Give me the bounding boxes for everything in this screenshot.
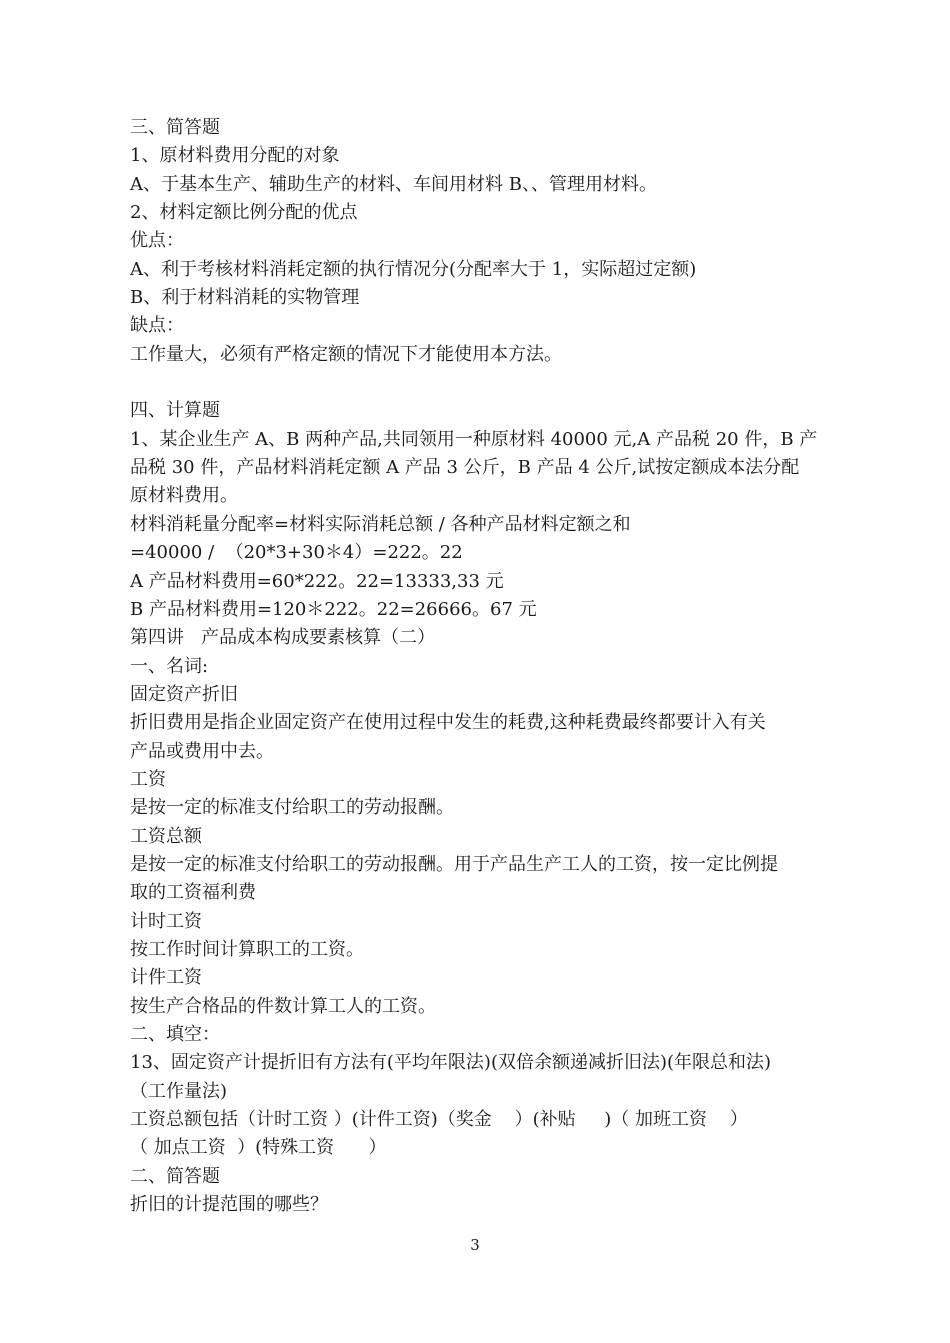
text-line: 三、简答题 bbox=[130, 117, 220, 138]
document-body bbox=[130, 114, 830, 1219]
text-line: 1、原材料费用分配的对象 bbox=[130, 145, 340, 167]
text-line: 是按一定的标准支付给职工的劳动报酬。 bbox=[130, 797, 454, 819]
text-line: 1、某企业生产 A、B 两种产品,共同领用一种原材料 40000 元,A 产品税 20 件，B 产 bbox=[130, 428, 818, 450]
text-line: 工资总额包括（计时工资 ）(计件工资)（奖金 ）(补贴 )（ 加班工资 ） bbox=[130, 1109, 748, 1131]
text-line: 折旧的计提范围的哪些？ bbox=[130, 1194, 328, 1216]
text-line: 按生产合格品的件数计算工人的工资。 bbox=[130, 995, 436, 1017]
text-line: 原材料费用。 bbox=[130, 485, 238, 507]
text-line: 是按一定的标准支付给职工的劳动报酬。用于产品生产工人的工资，按一定比例提 bbox=[130, 853, 778, 875]
text-line: 按工作时间计算职工的工资。 bbox=[130, 938, 364, 960]
text-line: =40000 / （20*3+30＊4）=222。22 bbox=[130, 542, 463, 564]
text-line: 13、固定资产计提折旧有方法有(平均年限法)(双倍余额递减折旧法)(年限总和法) bbox=[130, 1052, 772, 1074]
text-line: （ 加点工资 ）(特殊工资 ） bbox=[130, 1137, 387, 1159]
blank-line bbox=[130, 369, 830, 397]
text-line: 计时工资 bbox=[130, 910, 202, 932]
text-line: 2、材料定额比例分配的优点 bbox=[130, 202, 358, 224]
text-line: B、利于材料消耗的实物管理 bbox=[130, 287, 360, 309]
text-line: B 产品材料费用=120＊222。22=26666。67 元 bbox=[130, 598, 537, 620]
text-line: A 产品材料费用=60*222。22=13333,33 元 bbox=[130, 570, 504, 592]
text-line: 二、简答题 bbox=[130, 1165, 220, 1187]
text-line: 材料消耗量分配率=材料实际消耗总额 / 各种产品材料定额之和 bbox=[130, 513, 631, 535]
text-line: 取的工资福利费 bbox=[130, 882, 256, 904]
text-line: 四、计算题 bbox=[130, 400, 220, 422]
text-line: 工资 bbox=[130, 768, 166, 790]
text-line: A、于基本生产、辅助生产的材料、车间用材料 B、、管理用材料。 bbox=[130, 173, 657, 195]
text-line: 产品或费用中去。 bbox=[130, 740, 274, 762]
text-line: 优点： bbox=[130, 230, 184, 252]
text-line: 工作量大，必须有严格定额的情况下才能使用本方法。 bbox=[130, 343, 562, 365]
text-line: 固定资产折旧 bbox=[130, 683, 238, 705]
text-line: 二、填空： bbox=[130, 1024, 220, 1045]
text-line: 缺点： bbox=[130, 315, 184, 337]
text-line: 第四讲 产品成本构成要素核算（二） bbox=[130, 627, 436, 649]
text-line: A、利于考核材料消耗定额的执行情况分(分配率大于 1，实际超过定额) bbox=[130, 258, 697, 280]
text-line: （工作量法) bbox=[130, 1080, 228, 1102]
text-line: 计件工资 bbox=[130, 967, 202, 989]
text-line: 折旧费用是指企业固定资产在使用过程中发生的耗费,这种耗费最终都要计入有关 bbox=[130, 712, 766, 734]
text-line: 品税 30 件，产品材料消耗定额 A 产品 3 公斤，B 产品 4 公斤,试按定额成本法分配 bbox=[130, 457, 800, 479]
text-line: 工资总额 bbox=[130, 825, 202, 847]
page-number: 3 bbox=[470, 1236, 480, 1254]
text-line: 一、名词: bbox=[130, 655, 209, 677]
